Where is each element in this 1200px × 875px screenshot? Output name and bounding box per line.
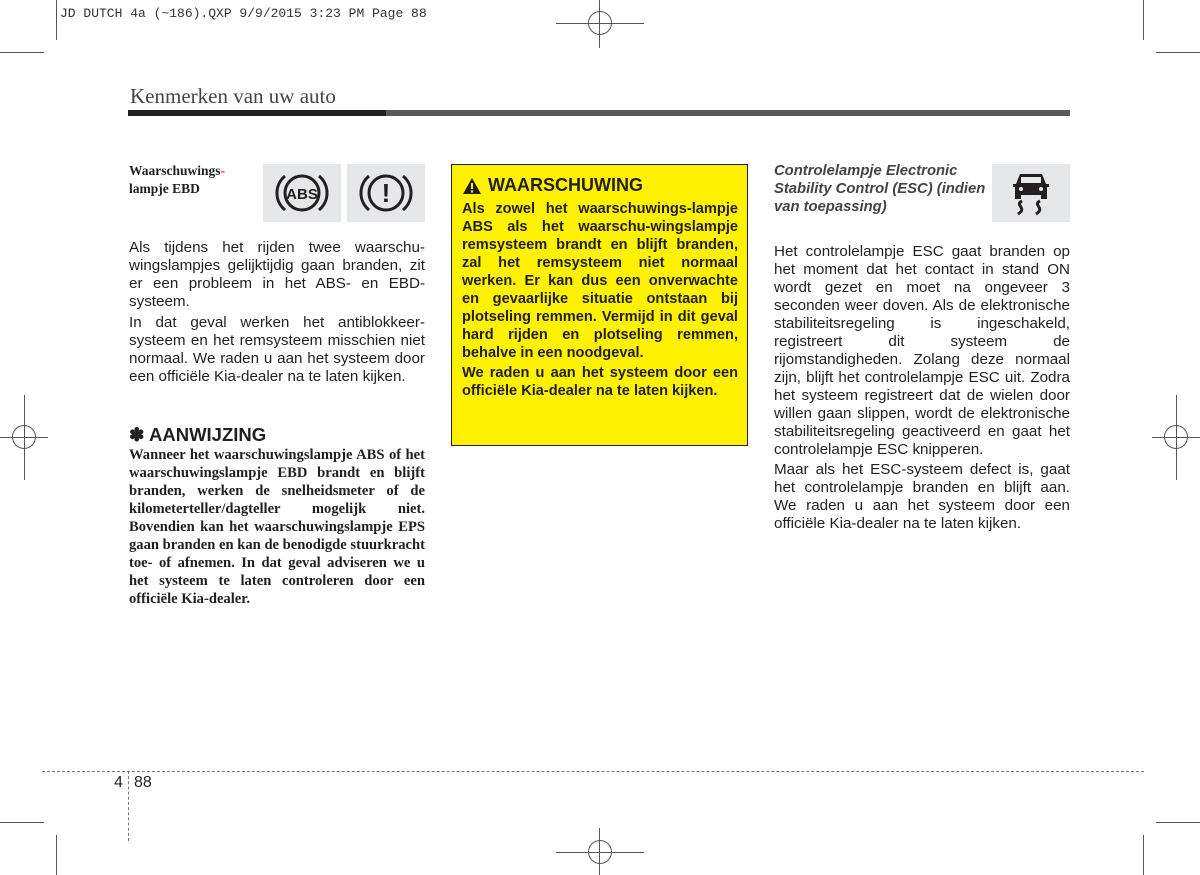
brake-warning-icon: [347, 164, 425, 222]
warning-paragraph-1: Als zowel het waarschuwings-lampje ABS als het waarschu-wingslampje remsysteem brandt en blijft branden, zal het remsysteem niet normaal werken. Er kan dus een onverwachte en gevaarlijke situatie ontstaan bij plotseling remmen. Vermijd in dit geval hard rijden en plotseling remmen, behalve in een noodgeval.: [462, 201, 738, 361]
abs-warning-icon: [263, 164, 341, 222]
ebd-label-line2: lampje EBD: [129, 181, 200, 196]
ebd-lamp-label: [129, 162, 254, 198]
note-body: [129, 446, 425, 608]
esc-paragraph-1: Het controlelampje ESC gaat branden op het moment dat het contact in stand ON wordt gezet en moet na ongeveer 3 seconden weer doven. Als de elektronische stabiliteitsregeling is ingeschakeld, registreert dit systeem de rijomstandigheden. Zolang deze normaal zijn, blijft het controlelampje ESC uit. Zodra het systeem registreert dat de wielen door willen gaan slippen, wordt de elektronische stabiliteitsregeling geactiveerd en gaat het controlelampje ESC knipperen.: [774, 243, 1070, 458]
note-body-text: Wanneer het waarschuwingslampje ABS of het waarschuwingslampje EBD brandt en blijft branden, werken de snelheidsmeter of de kilometerteller/dagteller mogelijk niet. Bovendien kan het waarschuwingslampje EPS gaan branden en kan de benodigde stuurkracht toe- of afnemen. In dat geval adviseren we u het systeem te laten controleren door een officiële Kia-dealer.: [129, 447, 425, 607]
crop-mark: [56, 835, 57, 875]
registration-mark: [1164, 425, 1188, 449]
esc-skid-car-icon: [992, 164, 1070, 222]
ebd-paragraph-1: Als tijdens het rijden twee waarschu-wingslampjes gelijktijdig gaan branden, zit er een probleem in het ABS- en EBD-systeem.: [129, 239, 425, 310]
note-heading-text: AANWIJZING: [148, 424, 267, 445]
registration-mark: [12, 425, 36, 449]
crop-mark: [1156, 52, 1200, 53]
print-header: JD DUTCH 4a (~186).QXP 9/9/2015 3:23 PM Page 88: [60, 6, 427, 21]
section-title: Kenmerken van uw auto: [130, 84, 336, 108]
esc-paragraph-2: Maar als het ESC-systeem defect is, gaat het controlelampje branden en blijft aan. We raden u aan het systeem door een officiële Kia-dealer na te laten kijken.: [774, 461, 1070, 532]
crop-mark: [1143, 835, 1144, 875]
ebd-paragraph-2: In dat geval werken het antiblokkeer-systeem en het remsysteem misschien niet normaal. We raden u aan het systeem door een officiële Kia-dealer na te laten kijken.: [129, 314, 425, 385]
page-number: 88: [134, 774, 152, 791]
registration-mark: [588, 11, 612, 35]
warning-title-text: WAARSCHUWING: [488, 175, 643, 195]
brake-icon-text: !: [381, 178, 391, 208]
warning-title: [462, 175, 738, 196]
ebd-label-line1: Waarschuwings: [129, 163, 221, 178]
chapter-number: 4: [114, 774, 123, 791]
crop-mark: [1156, 822, 1200, 823]
footer-rule: [42, 771, 1144, 772]
registration-mark: [588, 840, 612, 864]
crop-mark: [56, 0, 57, 40]
esc-title: Controlelampje Electronic Stability Control (ESC) (indien van toepassing): [774, 163, 986, 215]
ebd-label-hyphen: -: [220, 163, 226, 178]
footer-divider: [128, 771, 129, 841]
warning-text: [462, 200, 738, 400]
note-symbol-icon: ✽: [129, 424, 145, 445]
esc-description: [774, 243, 1070, 535]
crop-mark: [0, 52, 44, 53]
ebd-description: [129, 239, 425, 389]
warning-triangle-icon: [462, 177, 482, 195]
crop-mark: [1143, 0, 1144, 40]
title-rule-accent: [128, 110, 386, 116]
warning-paragraph-2: We raden u aan het systeem door een officiële Kia-dealer na te laten kijken.: [462, 365, 738, 399]
crop-mark: [0, 822, 44, 823]
note-heading: [129, 424, 266, 446]
abs-icon-text: ABS: [286, 186, 318, 203]
warning-box: [451, 164, 748, 446]
